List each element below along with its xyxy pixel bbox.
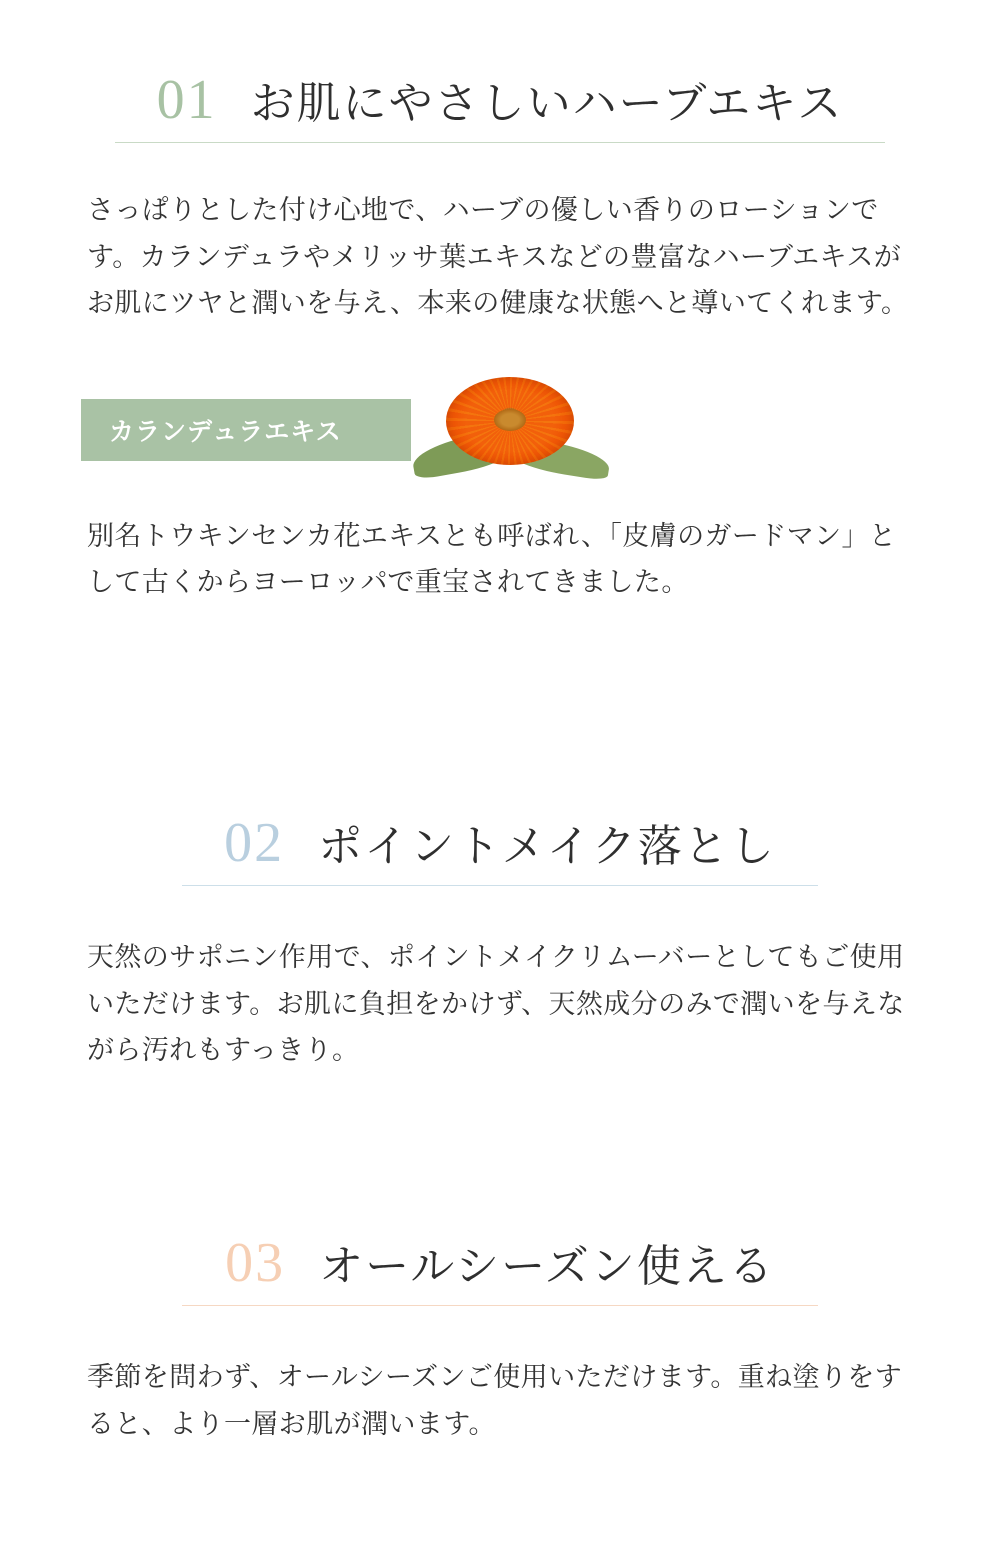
ingredient-tag-label: カランデュラエキス	[81, 399, 411, 461]
calendula-flower-image	[406, 371, 616, 491]
section-02-heading	[182, 812, 818, 885]
section-02-number: 02	[224, 812, 285, 874]
section-01-heading-wrap	[115, 69, 885, 143]
section-03-number: 03	[225, 1232, 286, 1294]
section-03-heading	[182, 1232, 818, 1305]
section-02-body: 天然のサポニン作用で、ポイントメイクリムーバーとしてもご使用いただけます。お肌に負担をかけず、天然成分のみで潤いを与えながら汚れもすっきり。	[87, 942, 905, 1066]
section-03-title: オールシーズン使える	[319, 1242, 775, 1291]
section-02-divider	[182, 885, 818, 886]
section-01-title: お肌にやさしいハーブエキス	[250, 79, 844, 128]
section-01-body: さっぱりとした付け心地で、ハーブの優しい香りのローションです。カランデュラやメリッサ葉エキスなどの豊富なハーブエキスがお肌にツヤと潤いを与え、本来の健康な状態へと導いてくれます。	[87, 195, 909, 319]
feature-section-03	[0, 1232, 1000, 1447]
ingredient-description: 別名トウキンセンカ花エキスとも呼ばれ、「皮膚のガードマン」として古くからヨーロッパで重宝されてきました。	[87, 520, 897, 598]
section-02-title: ポイントメイク落とし	[318, 822, 776, 871]
feature-section-02	[0, 812, 1000, 1074]
section-03-divider	[182, 1305, 818, 1306]
feature-section-01	[0, 69, 1000, 606]
section-01-heading	[115, 69, 885, 142]
section-03-body: 季節を問わず、オールシーズンご使用いただけます。重ね塗りをすると、より一層お肌が潤います。	[87, 1362, 903, 1439]
flower-center	[494, 409, 526, 431]
section-01-number: 01	[156, 69, 217, 131]
ingredient-callout	[81, 371, 919, 491]
section-02-heading-wrap	[182, 812, 818, 886]
section-03-heading-wrap	[182, 1232, 818, 1306]
section-01-divider	[115, 142, 885, 143]
